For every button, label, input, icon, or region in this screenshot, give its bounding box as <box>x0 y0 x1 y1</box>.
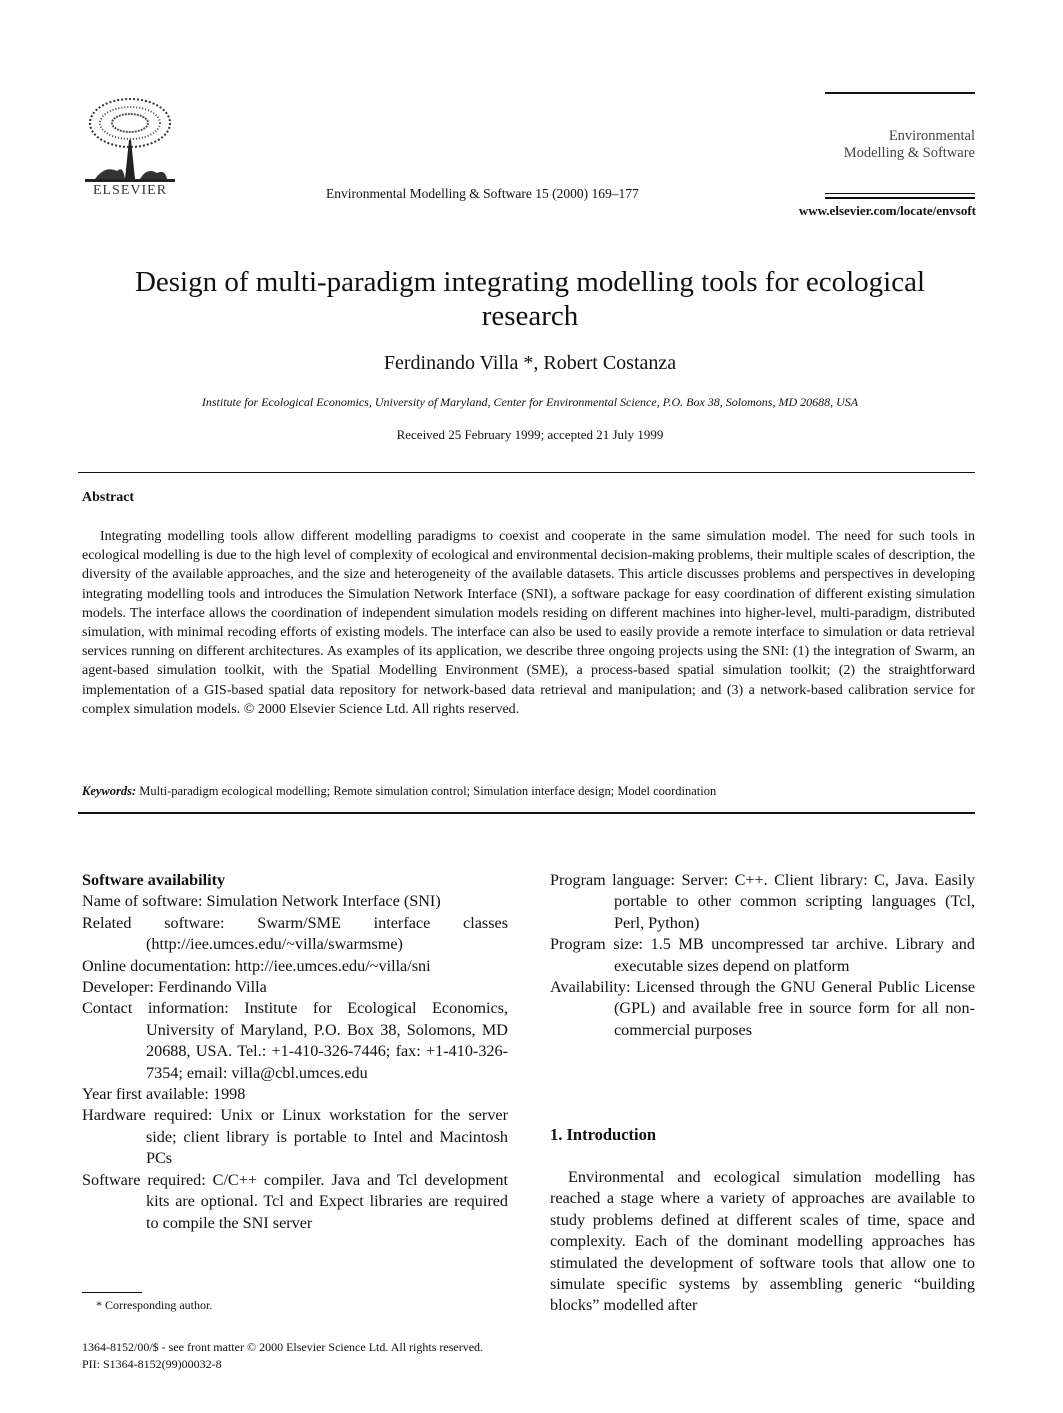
software-item-value: 1998 <box>212 1085 246 1104</box>
software-item-value: Ferdinando Villa <box>157 978 267 997</box>
software-item-value: http://iee.umces.edu/~villa/sni <box>234 956 431 975</box>
abstract-text: Integrating modelling tools allow different modelling paradigms to coexist and cooperate in the same simulation model. The need for such tools in ecological modelling is due to the high level of complexity of ecological and environmental decision-making problems, their multiple scales of description, the diversity of the available approaches, and the size and heterogeneity of the available datasets. This article discusses problems and perspectives in developing integrating modelling tools and introduces the Simulation Network Interface (SNI), a software package for easy coordination of different existing simulation models. The interface allows the coordination of independent simulation models residing on different machines into higher-level, multi-paradigm, distributed simulation, with minimal recoding efforts of existing models. The interface can also be used to easily provide a remote interface to simulation or data retrieval services running on different architectures. As examples of its application, we describe three ongoing projects using the SNI: (1) the integration of Swarm, an agent-based simulation toolkit, with the Spatial Modelling Environment (SME), a process-based spatial simulation toolkit; (2) the straightforward implementation of a GIS-based spatial data repository for network-based data retrieval and manipulation; and (3) a network-based calibration service for complex simulation models. © 2000 Elsevier Science Ltd. All rights reserved. <box>82 529 975 717</box>
software-item-key: Name of software: <box>82 892 203 911</box>
software-item <box>550 870 975 934</box>
software-item-key: Online documentation: <box>82 956 231 975</box>
journal-citation: Environmental Modelling & Software 15 (2000) 169–177 <box>326 186 639 201</box>
journal-name <box>800 128 975 162</box>
header-rule <box>825 197 975 199</box>
software-item-key: Developer: <box>82 978 154 997</box>
front-matter-notice: 1364-8152/00/$ - see front matter © 2000 Elsevier Science Ltd. All rights reserved. <box>82 1340 484 1354</box>
software-item <box>82 1084 508 1105</box>
software-item <box>82 977 508 998</box>
received-dates: Received 25 February 1999; accepted 21 July 1999 <box>396 427 664 442</box>
software-availability-heading: Software availability <box>82 871 226 889</box>
software-item <box>82 1105 508 1169</box>
software-item-key: Hardware required: <box>82 1106 213 1125</box>
software-item-key: Program size: <box>550 935 644 954</box>
keywords <box>82 784 975 799</box>
introduction-text: Environmental and ecological simulation modelling has reached a stage where a variety of approaches are available to study problems defined at different scales of time, space and complexity. Each of the dominant modelling approaches has stimulated the development of software tools that allow one to simulate specific systems by assembling generic “building blocks” modelled after <box>550 1168 975 1315</box>
tree-icon <box>85 95 175 183</box>
software-item-value: C/C++ compiler. Java and Tcl development kits are optional. Tcl and Expect libraries are required to compile the SNI server <box>146 1170 508 1232</box>
software-item <box>82 891 508 912</box>
software-item <box>82 913 508 956</box>
journal-name-line2: Modelling & Software <box>843 145 975 161</box>
software-item-value: Unix or Linux workstation for the server side; client library is portable to Intel and Macintosh PCs <box>146 1106 508 1168</box>
header-rule <box>825 193 975 194</box>
software-item-value: Swarm/SME interface classes (http://iee.umces.edu/~villa/swarmsme) <box>146 913 508 954</box>
footnote-rule <box>82 1292 142 1293</box>
software-item-key: Contact information: <box>82 999 229 1018</box>
software-item <box>82 956 508 977</box>
software-item-value: 1.5 MB uncompressed tar archive. Library and executable sizes depend on platform <box>614 935 975 975</box>
pii-identifier: PII: S1364-8152(99)00032-8 <box>82 1357 222 1371</box>
software-item-value: Server: C++. Client library: C, Java. Easily portable to other common scripting languages (Tcl, Perl, Python) <box>614 871 976 932</box>
software-item <box>550 934 975 977</box>
keywords-label: Keywords: <box>82 784 137 798</box>
software-item <box>82 998 508 1084</box>
software-item-key: Software required: <box>82 1170 206 1189</box>
divider <box>78 472 975 473</box>
affiliation: Institute for Ecological Economics, University of Maryland, Center for Environmental Science, P.O. Box 38, Solomons, MD 20688, USA <box>201 395 859 409</box>
software-availability-continued <box>550 870 975 1041</box>
section-heading-introduction: 1. Introduction <box>550 1125 657 1144</box>
keywords-list: Multi-paradigm ecological modelling; Remote simulation control; Simulation interface design; Model coordination <box>139 784 717 798</box>
elsevier-logo <box>80 95 180 205</box>
authors: Ferdinando Villa *, Robert Costanza <box>383 352 677 374</box>
software-item-key: Program language: <box>550 871 676 889</box>
publisher-name: ELSEVIER <box>92 183 168 198</box>
software-availability <box>82 870 508 1234</box>
software-item-value: Licensed through the GNU General Public License (GPL) and available free in source form for all non-commercial purposes <box>614 978 976 1039</box>
footnote-corresponding-author: * Corresponding author. <box>96 1298 213 1312</box>
journal-url-link[interactable]: www.elsevier.com/locate/envsoft <box>798 203 976 218</box>
article-title: Design of multi-paradigm integrating modelling tools for ecological research <box>134 266 926 332</box>
abstract-heading: Abstract <box>82 490 135 505</box>
header-rule <box>825 92 975 94</box>
software-item <box>82 1170 508 1234</box>
journal-name-line1: Environmental <box>888 128 975 144</box>
software-item <box>550 977 975 1041</box>
divider <box>78 812 975 814</box>
software-item-value: Simulation Network Interface (SNI) <box>206 892 441 911</box>
software-item-key: Related software: <box>82 913 225 932</box>
software-item-value: Institute for Ecological Economics, University of Maryland, P.O. Box 38, Solomons, MD 20688, USA. Tel.: +1-410-326-7446; fax: +1-410-326-7354; email: villa@cbl.umces.edu <box>146 999 509 1082</box>
software-item-key: Availability: <box>550 978 631 997</box>
software-item-key: Year first available: <box>82 1085 209 1104</box>
